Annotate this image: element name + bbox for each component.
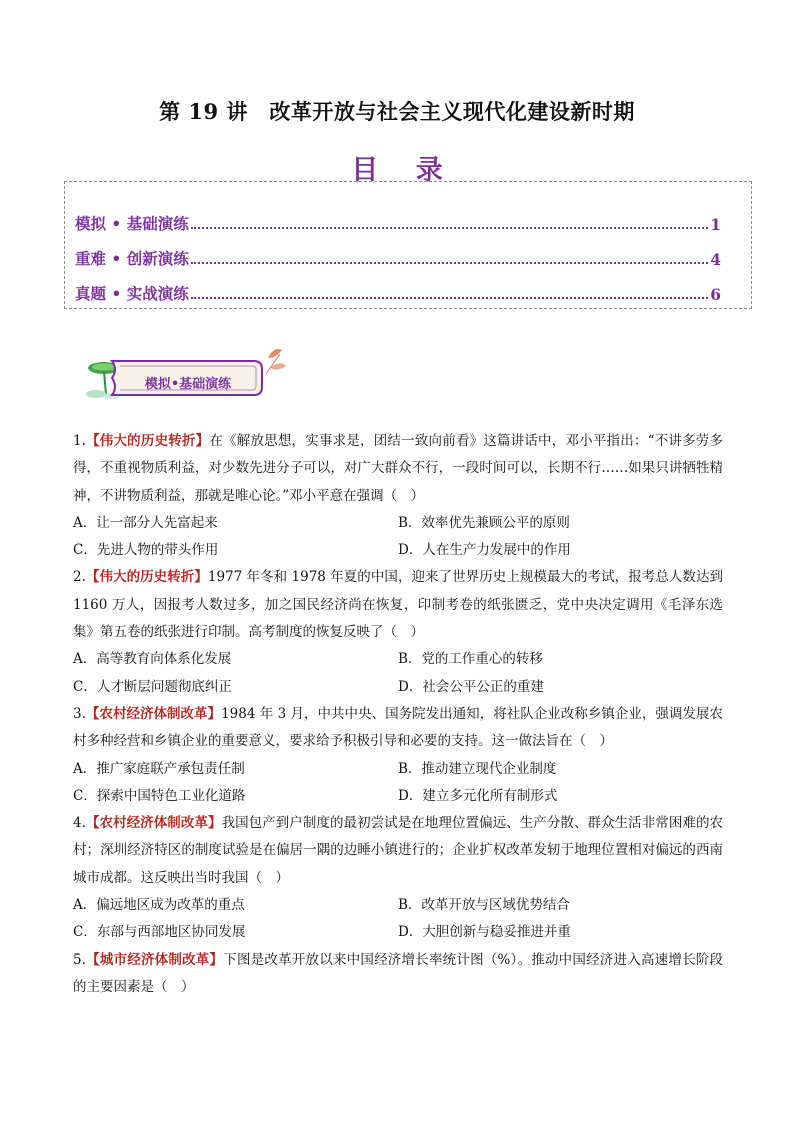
option-c[interactable]: C．人才断层问题彻底纠正: [73, 678, 232, 695]
option-a[interactable]: A．高等教育向体系化发展: [73, 651, 232, 668]
toc-item-page: 4: [710, 250, 721, 269]
section-banner-label: 模拟•基础演练: [144, 377, 232, 392]
toc-leader: [191, 262, 709, 264]
option-c[interactable]: C．东部与西部地区协同发展: [73, 924, 246, 941]
toc-item-label: 真题 • 实战演练: [75, 284, 189, 303]
option-d[interactable]: D．社会公平公正的重建: [398, 678, 544, 695]
toc-item-page: 1: [710, 215, 721, 234]
question-number: 5.: [73, 951, 86, 968]
toc-leader: [191, 227, 709, 229]
question-number: 4.: [73, 815, 86, 832]
leaf-icon: [266, 349, 286, 374]
question-text: 在《解放思想，实事求是，团结一致向前看》这篇讲话中，邓小平指出：“不讲多劳多得，不重视物质利益，对少数先进分子可以，对广大群众不行，一段时间可以，长期不行……如果只讲牺牲精神，不讲物质利益，那就是唯心论。”邓小平意在强调（ ）: [73, 433, 724, 504]
question-list: [73, 428, 723, 1001]
question-number: 2.: [73, 569, 86, 586]
question-text: 下图是改革开放以来中国经济增长率统计图（%）。推动中国经济进入高速增长阶段的主要因素是（ ）: [73, 951, 724, 995]
option-b[interactable]: B．效率优先兼顾公平的原则: [398, 514, 570, 531]
question-text: 1977 年冬和 1978 年夏的中国，迎来了世界历史上规模最大的考试，报考总人数达到 1160 万人，因报考人数过多，加之国民经济尚在恢复，印制考卷的纸张匮乏，党中央决定调用《毛泽东选集》第五卷的纸张进行印制。高考制度的恢复反映了（ ）: [73, 569, 724, 641]
table-of-contents: [64, 181, 752, 309]
question-topic-tag: 【伟大的历史转折】: [85, 569, 208, 586]
question-number: 1.: [73, 433, 86, 449]
option-d[interactable]: D．建立多元化所有制形式: [398, 787, 558, 804]
toc-item-page: 6: [710, 285, 721, 304]
question-topic-tag: 【城市经济体制改革】: [85, 951, 224, 968]
option-a[interactable]: A．推广家庭联产承包责任制: [73, 760, 245, 777]
question-3: [73, 701, 723, 810]
option-c[interactable]: C．先进人物的带头作用: [73, 542, 219, 559]
toc-item-label: 重难 • 创新演练: [75, 249, 189, 268]
toc-item-2[interactable]: [75, 245, 721, 269]
question-4: [73, 810, 723, 946]
question-topic-tag: 【农村经济体制改革】: [85, 705, 222, 722]
question-5: [73, 947, 723, 1002]
question-text: 1984 年 3 月，中共中央、国务院发出通知，将社队企业改称乡镇企业，强调发展农村多种经营和乡镇企业的重要意义，要求给予积极引导和必要的支持。这一做法旨在（ ）: [73, 705, 723, 750]
question-topic-tag: 【伟大的历史转折】: [85, 433, 210, 449]
question-text: 我国包产到户制度的最初尝试是在地理位置偏远、生产分散、群众生活非常困难的农村；深圳经济特区的制度试验是在偏居一隅的边睡小镇进行的；企业扩权改革发轫于地理位置相对偏远的西南城市成都。这反映出当时我国（ ）: [73, 815, 724, 886]
option-d[interactable]: D．人在生产力发展中的作用: [398, 542, 571, 559]
question-number: 3.: [73, 705, 86, 722]
option-d[interactable]: D．大胆创新与稳妥推进并重: [398, 924, 571, 941]
option-c[interactable]: C．探索中国特色工业化道路: [73, 787, 246, 804]
option-a[interactable]: A．让一部分人先富起来: [73, 514, 218, 531]
question-topic-tag: 【农村经济体制改革】: [85, 815, 222, 832]
option-b[interactable]: B．党的工作重心的转移: [398, 651, 543, 668]
toc-leader: [191, 297, 709, 299]
toc-item-3[interactable]: [75, 280, 721, 304]
page-title: 第 19 讲 改革开放与社会主义现代化建设新时期: [159, 99, 635, 124]
toc-heading: 目 录: [351, 155, 457, 186]
question-1: [73, 428, 723, 564]
option-b[interactable]: B．改革开放与区域优势结合: [398, 897, 570, 914]
option-a[interactable]: A．偏远地区成为改革的重点: [73, 897, 245, 914]
toc-item-1[interactable]: [75, 210, 721, 234]
question-2: [73, 564, 723, 700]
option-b[interactable]: B．推动建立现代企业制度: [398, 760, 557, 777]
toc-item-label: 模拟 • 基础演练: [75, 214, 189, 233]
